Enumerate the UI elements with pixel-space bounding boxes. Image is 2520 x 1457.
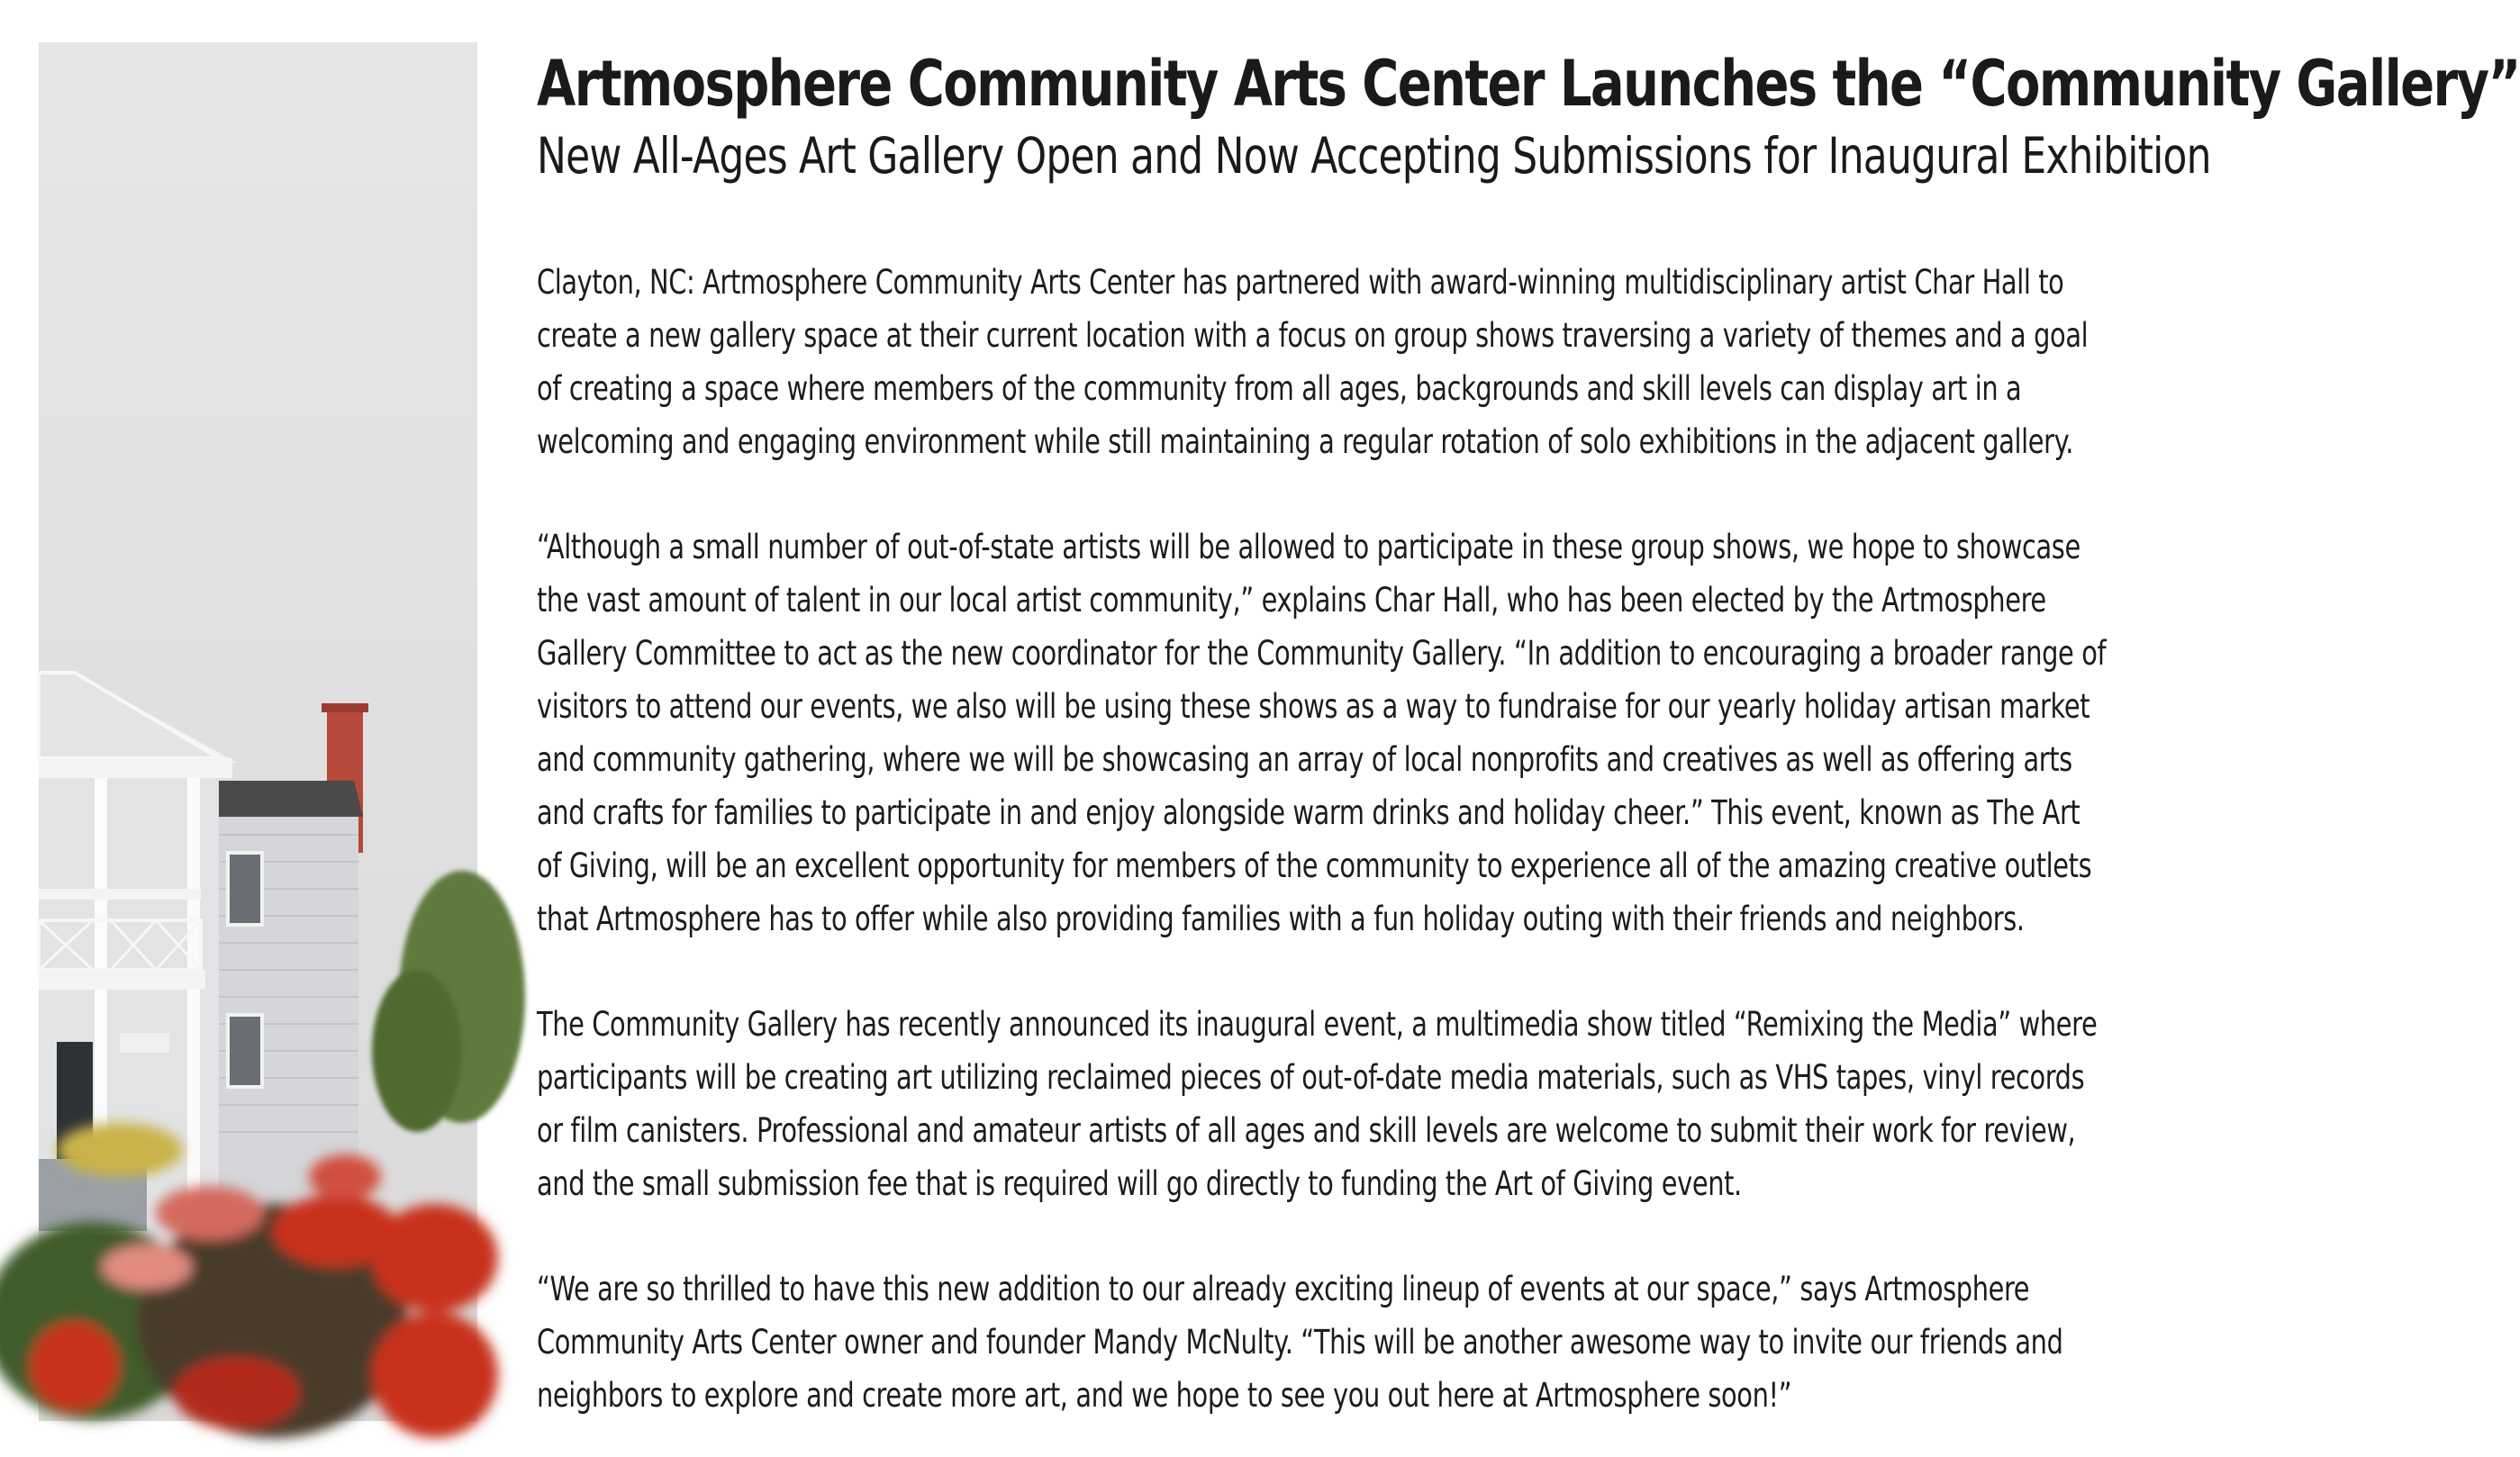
paragraph-quote-char-hall bbox=[537, 520, 2230, 946]
text-line: Gallery Committee to act as the new coordinator for the Community Gallery. “In addition to encouraging a broader range of bbox=[537, 633, 2107, 673]
text-line: or film canisters. Professional and amateur artists of all ages and skill levels are welcome to submit their work for review, bbox=[537, 1110, 2076, 1150]
text-line: that Artmosphere has to offer while also providing families with a fun holiday outing with their friends and neighbors. bbox=[537, 899, 2025, 938]
text-line: neighbors to explore and create more art, and we hope to see you out here at Artmosphere soon!” bbox=[537, 1375, 1792, 1415]
text-line: and community gathering, where we will be showcasing an array of local nonprofits and creatives as well as offering arts bbox=[537, 739, 2072, 779]
text-line: Clayton, NC: Artmosphere Community Arts Center has partnered with award-winning multidisciplinary artist Char Hall to bbox=[537, 262, 2064, 302]
text-line: “We are so thrilled to have this new addition to our already exciting lineup of events at our space,” says Artmosphere bbox=[537, 1269, 2030, 1308]
text-line: of creating a space where members of the community from all ages, backgrounds and skill levels can display art in a bbox=[537, 368, 2022, 408]
text-line: the vast amount of talent in our local artist community,” explains Char Hall, who has been elected by the Artmosphere bbox=[537, 580, 2046, 620]
house-with-flowers-photo-icon bbox=[39, 42, 477, 1421]
text-line: “Although a small number of out-of-state artists will be allowed to participate in these group shows, we hope to showcase bbox=[537, 527, 2080, 566]
text-line: and crafts for families to participate in and enjoy alongside warm drinks and holiday cheer.” This event, known as The Art bbox=[537, 792, 2080, 832]
page-subtitle: New All-Ages Art Gallery Open and Now Accepting Submissions for Inaugural Exhibition bbox=[537, 126, 2211, 185]
text-line: of Giving, will be an excellent opportunity for members of the community to experience all of the amazing creative outlets bbox=[537, 846, 2092, 885]
text-line: The Community Gallery has recently announced its inaugural event, a multimedia show titled “Remixing the Media” where bbox=[537, 1004, 2098, 1044]
paragraph-inaugural-event bbox=[537, 998, 2230, 1210]
press-release bbox=[537, 45, 2520, 1422]
paragraph-quote-mandy-mcnulty bbox=[537, 1262, 2230, 1422]
text-line: participants will be creating art utilizing reclaimed pieces of out-of-date media materials, such as VHS tapes, vinyl records bbox=[537, 1057, 2085, 1097]
house-photo bbox=[39, 42, 477, 1421]
text-line: Community Arts Center owner and founder Mandy McNulty. “This will be another awesome way to invite our friends and bbox=[537, 1322, 2063, 1362]
text-line: and the small submission fee that is required will go directly to funding the Art of Giving event. bbox=[537, 1163, 1742, 1203]
text-line: welcoming and engaging environment while still maintaining a regular rotation of solo exhibitions in the adjacent gallery. bbox=[537, 421, 2073, 461]
page-title: Artmosphere Community Arts Center Launches the “Community Gallery” bbox=[537, 47, 2520, 121]
text-line: visitors to attend our events, we also will be using these shows as a way to fundraise for our yearly holiday artisan market bbox=[537, 686, 2090, 726]
paragraph-intro bbox=[537, 256, 2230, 468]
text-line: create a new gallery space at their current location with a focus on group shows traversing a variety of themes and a goal bbox=[537, 315, 2089, 355]
